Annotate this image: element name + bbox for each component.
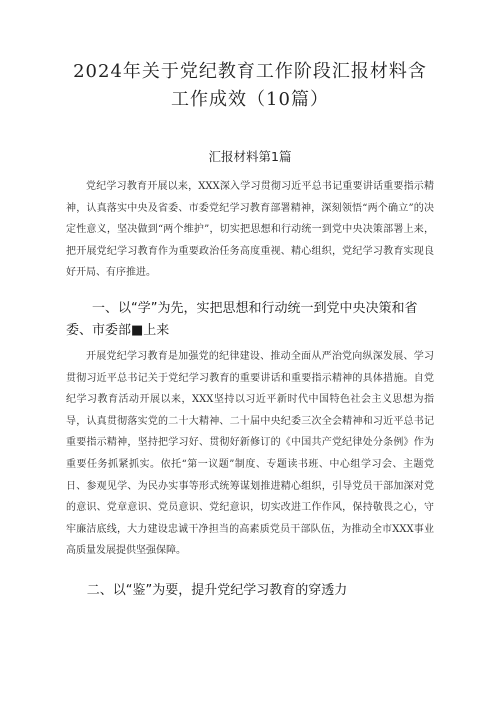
- body-paragraph: 开展党纪学习教育是加强党的纪律建设、推动全面从严治党向纵深发展、学习贯彻习近平总书记关于党纪学习教育的重要讲话和重要指示精神的具体措施。自党纪学习教育活动开展以来，XXX坚持以习近平新时代中国特色社会主义思想为指导，认真贯彻落实党的二十大精神、二十届中央纪委三次全会精神和习近平总书记重要指示精神，坚持把学习好、贯彻好新修订的《中国共产党纪律处分条例》作为重要任务抓紧抓实。依托“第一议题”制度、专题读书班、中心组学习会、主题党日、参观见学、为民办实事等形式统筹谋划推进精心组织，引导党员干部加深对党的意识、党章意识、党员意识、党纪意识，切实改进工作作风，保持敬畏之心，守牢廉洁底线，大力建设忠诚干净担当的高素质党员干部队伍，为推动全市XXX事业高质量发展提供坚强保障。: [66, 350, 434, 557]
- intro-paragraph: 党纪学习教育开展以来，XXX深入学习贯彻习近平总书记重要讲话重要指示精神，认真落实中央及省委、市委党纪学习教育部署精神，深刻领悟“两个确立”的决定性意义，坚决做到“两个维护”，切实把思想和行动统一到党中央决策部署上来，把开展党纪学习教育作为重要政治任务高度重视、精心组织，党纪学习教育实现良好开局、有序推进。: [66, 181, 434, 279]
- heading-one: 一、以“学”为先，实把思想和行动统一到党中央决策和省委、市委部■上来: [66, 300, 418, 338]
- section-title: 汇报材料第1篇: [208, 149, 292, 164]
- heading-two: 二、以“鉴”为要，提升党纪学习教育的穿透力: [86, 582, 348, 598]
- document-title-line-1: 2024年关于党纪教育工作阶段汇报材料含: [73, 61, 427, 82]
- document-title-line-2: 工作成效（10篇）: [171, 89, 329, 110]
- document-title: [66, 58, 434, 114]
